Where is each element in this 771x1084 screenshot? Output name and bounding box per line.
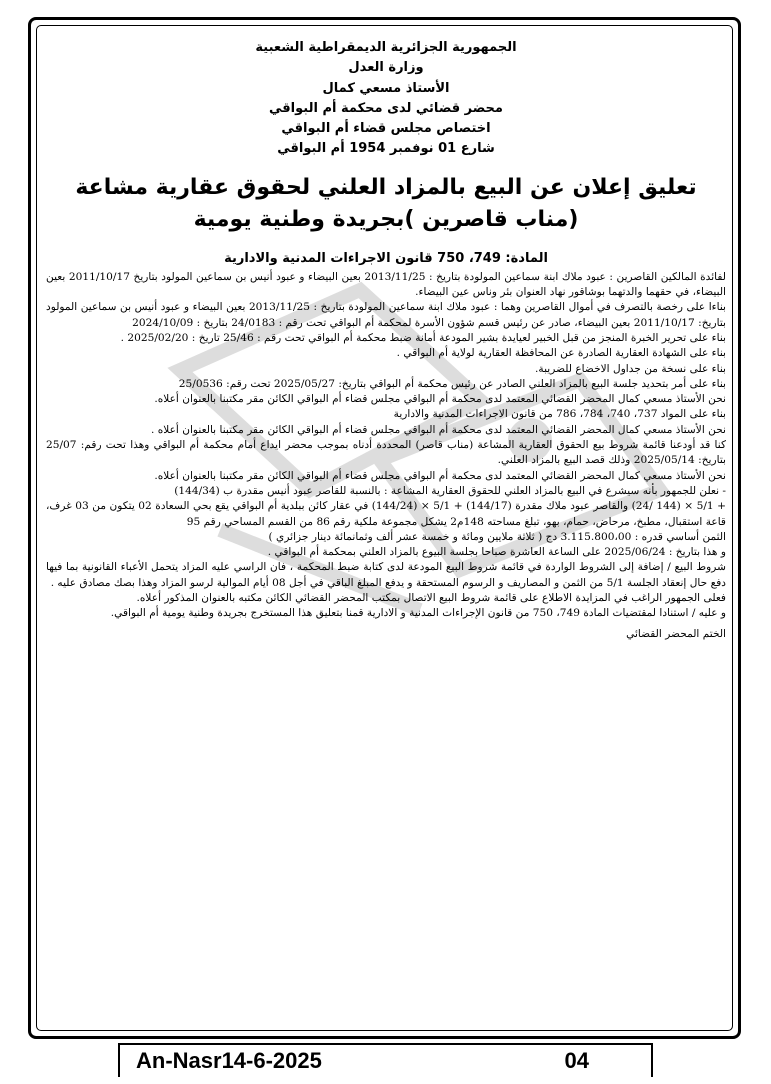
footer-publication: An-Nasr14-6-2025 [136, 1048, 322, 1073]
header-republic: الجمهورية الجزائرية الديمقراطية الشعبية [255, 40, 517, 55]
header-jurisdiction: اختصاص مجلس قضاء أم البواقي [281, 121, 491, 137]
paragraph: كنا قد أودعنا قائمة شروط بيع الحقوق العقارية المشاعة (مناب قاصر) المحددة أدناه بموجب محضر ايداع أمام محكمة أم البواقي وهذا تحت رقم: 25/07 بتاريخ: 2025/05/14 وذلك قصد البيع بالمزاد العلني. [46, 439, 726, 467]
paragraph: + 5/1 × (144 /24) والقاصر عبود ملاك مقدرة (144/17) + 5/1 × (144/24) في عقار كائن ببلدية أم البواقي يقع بحي السعادة 02 يتكون من 03 غرف، قاعة استقبال، مطبخ، مرحاض، حمام، بهو، تبلغ مساحته 148م2 يشكل مجموعة ملكية رقم 86 من القسم المساحي رقم 95 [46, 500, 726, 528]
announcement-document [46, 38, 726, 1018]
title-line-2: (مناب قاصرين )بجريدة وطنية يومية [193, 206, 579, 232]
paragraph: بناء على الشهادة العقارية الصادرة عن المحافظة العقارية لولاية أم البواقي . [396, 347, 726, 360]
paragraph: الثمن أساسي قدره : 3.115.800،00 دج ( ثلاثة ملايين ومائة و خمسة عشر ألف وثمانمائة دينار جزائري ) [268, 530, 726, 543]
paragraph: - نعلن للجمهور بأنه سيشرع في البيع بالمزاد العلني للحقوق العقارية المشاعة : بالنسبة للقاصر عبود أنيس مقدرة ب (144/34) [174, 484, 726, 497]
header-address: شارع 01 نوفمبر 1954 أم البواقي [277, 141, 495, 157]
paragraph: و عليه / استنادا لمقتضيات المادة 749، 750 من قانون الإجراءات المدنية و الادارية قمنا بتعليق هذا المستخرج بجريدة وطنية يومية أم البواقي. [110, 607, 726, 620]
paragraph: بناء على أمر بتحديد جلسة البيع بالمزاد العلني الصادر عن رئيس محكمة أم البواقي بتاريخ: 2025/05/27 تحت رقم: 25/0536 [178, 377, 726, 390]
signature-label: الختم المحضر القضائي [626, 627, 726, 640]
paragraph: نحن الأستاذ مسعي كمال المحضر القضائي المعتمد لدى محكمة أم البواقي مجلس قضاء أم البواقي الكائن مقر مكتبنا بالعنوان أعلاه. [154, 469, 726, 482]
paragraph: و هذا بتاريخ : 2025/06/24 على الساعة العاشرة صباحا بجلسة البيوع بالمزاد العلني بمحكمة أم البواقي . [267, 546, 726, 559]
paragraph: نحن الأستاذ مسعي كمال المحضر القضائي المعتمد لدى محكمة أم البواقي مجلس قضاء أم البواقي الكائن مقر مكتبنا بالعنوان أعلاه. [154, 393, 726, 406]
paragraph: فعلى الجمهور الراغب في المزايدة الاطلاع على قائمة شروط البيع الاتصال بمكتب المحضر القضائي الكائن مكتبه بالعنوان المذكور أعلاه. [136, 592, 726, 605]
footer-page-number: 04 [564, 1048, 589, 1073]
paragraph: لفائدة المالكين القاصرين : عبود ملاك ابنة سماعين المولودة بتاريخ : 2013/11/25 بعين البيضاء و عبود أنيس بن سماعين المولود بتاريخ 2011/10/17 بعين البيضاء، في حقهما والدتهما بوشاقور نهاد العنوان بئر وناس عين البيضاء. [46, 270, 726, 299]
header-court: محضر قضائي لدى محكمة أم البواقي [269, 100, 503, 116]
paragraph: بناء على نسخة من جداول الاخضاع للضريبة. [535, 362, 726, 375]
header-ministry: وزارة العدل [348, 60, 424, 76]
paragraph: شروط البيع / إضافة إلى الشروط الواردة في قائمة شروط البيع المودعة لدى كتابة ضبط المحكمة ، فان الراسي عليه المزاد يتحمل الأعباء القانونية بما فيها دفع حال إنعقاد الجلسة 5/1 من الثمن و المصاريف و الرسوم المستحقة و يدفع المبلغ الباقي في أجل 08 أيام الموالية لرسو المزاد وهذا بصك مصادق عليه . [46, 561, 726, 589]
title-line-1: تعليق إعلان عن البيع بالمزاد العلني لحقوق عقارية مشاعة [75, 174, 697, 200]
footer-bar [118, 1043, 653, 1077]
paragraph: نحن الأستاذ مسعي كمال المحضر القضائي المعتمد لدى محكمة أم البواقي مجلس قضاء أم البواقي الكائن مقر مكتبنا بالعنوان أعلاه . [150, 423, 726, 436]
body-text [46, 270, 726, 622]
paragraph: بناء على تحرير الخبرة المنجز من قبل الخبير لعيايدة بشير المودعة أمانة ضبط محكمة أم البواقي تحت رقم : 25/46 تاريخ : 2025/02/20 . [120, 331, 726, 344]
header-bailiff-name: الأستاذ مسعي كمال [322, 80, 450, 96]
document-title [46, 172, 726, 236]
paragraph: بناءا على رخصة بالتصرف في أموال القاصرين وهما : عبود ملاك ابنة سماعين المولودة بتاريخ : 2013/11/25 بعين البيضاء و عبود أنيس بن سماعين المولود بتاريخ: 2011/10/17 بعين البيضاء، صادر عن رئيس قسم شؤون الأسرة لمحكمة أم البواقي تحت رقم : 24/0183 بتاريخ : 2024/10/09 [46, 301, 726, 329]
article-reference: المادة: 749، 750 قانون الاجراءات المدنية والادارية [224, 250, 548, 266]
paragraph: بناء على المواد 737، 740، 784، 786 من قانون الاجراءات المدنية والادارية [393, 408, 726, 421]
header-block [46, 38, 726, 160]
